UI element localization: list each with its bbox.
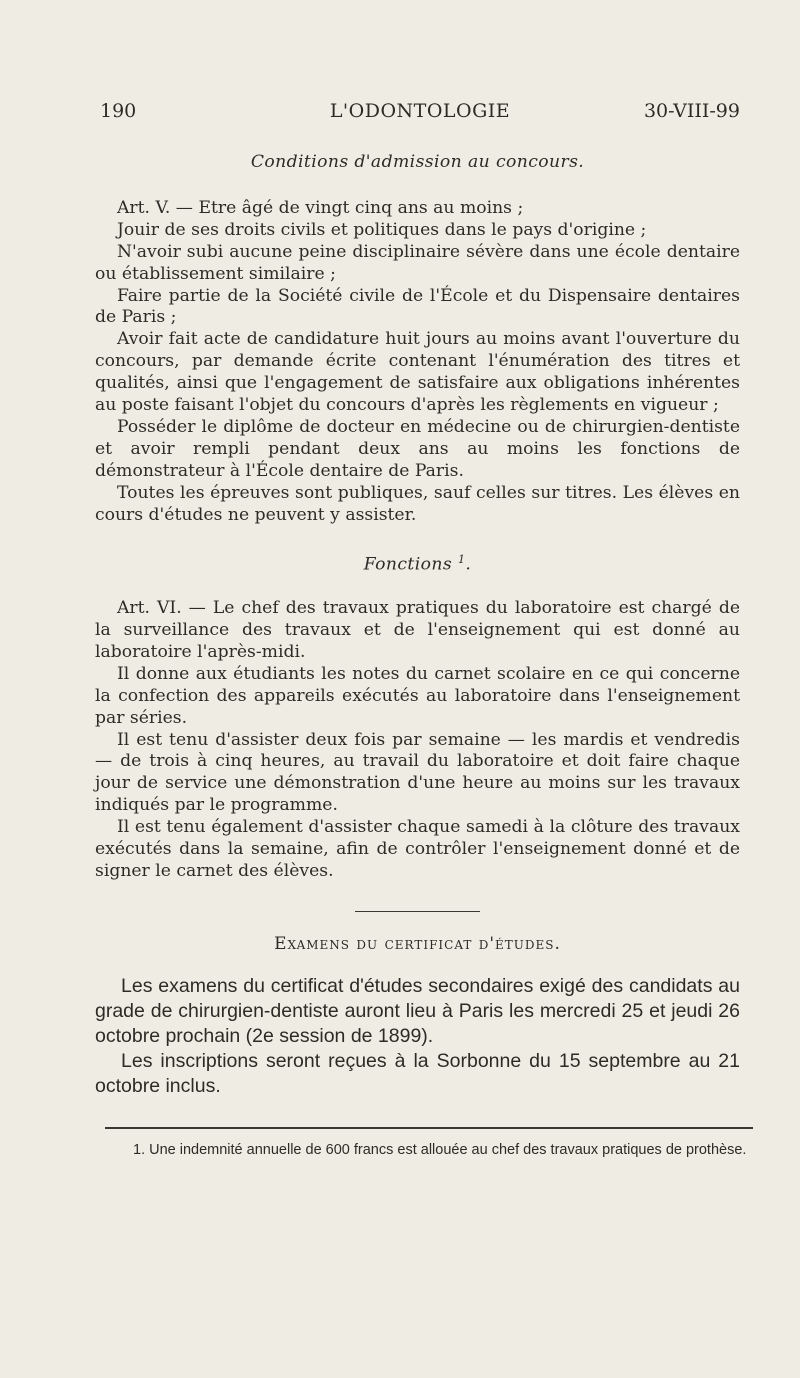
footnote-reference: 1 [457, 552, 466, 566]
section-divider [355, 911, 480, 913]
heading-text: Fonctions [363, 554, 453, 575]
paragraph: Posséder le diplôme de docteur en médecine ou de chirurgien-dentiste et avoir rempli pendant deux ans au moins les fonctions de démonstrateur à l'École dentaire de Paris. [95, 416, 740, 481]
page-number: 190 [100, 100, 137, 122]
paragraph: Faire partie de la Société civile de l'École et du Dispensaire dentaires de Paris ; [95, 285, 740, 328]
paragraph: Toutes les épreuves sont publiques, sauf celles sur titres. Les élèves en cours d'études ne peuvent y assister. [95, 482, 740, 525]
section-heading-examens: Examens du certificat d'études. [274, 934, 561, 955]
paragraph: Il est tenu d'assister deux fois par semaine — les mardis et vendredis — de trois à cinq heures, au travail du laboratoire et doit faire chaque jour de service une démonstration d'une heure au moins sur les travaux indiqués par le programme. [95, 729, 740, 816]
paragraph: Il est tenu également d'assister chaque samedi à la clôture des travaux exécutés dans la semaine, afin de contrôler l'enseignement donné et de signer le carnet des élèves. [95, 817, 740, 882]
paragraph: Les examens du certificat d'études secondaires exigé des candidats au grade de chirurgien-dentiste auront lieu à Paris les mercredi 25 et jeudi 26 octobre prochain (2e session de 1899). [95, 975, 740, 1048]
footnote: 1. Une indemnité annuelle de 600 francs est allouée au chef des travaux pratiques de prothèse. [133, 1142, 747, 1158]
footnote-rule [105, 1127, 753, 1129]
section-heading-admission: Conditions d'admission au concours. [250, 152, 585, 172]
issue-date: 30-VIII-99 [643, 100, 740, 122]
paragraph: Art. V. — Etre âgé de vingt cinq ans au moins ; [117, 197, 524, 218]
paragraph: N'avoir subi aucune peine disciplinaire sévère dans une école dentaire ou établissement similaire ; [95, 241, 740, 284]
paragraph: Jouir de ses droits civils et politiques dans le pays d'origine ; [117, 219, 647, 240]
journal-title: L'ODONTOLOGIE [329, 100, 511, 122]
examens-notice [95, 974, 740, 1099]
paragraph: Les inscriptions seront reçues à la Sorbonne du 15 septembre au 21 octobre inclus. [95, 1050, 740, 1098]
section-heading-fonctions: Fonctions $^1$. [363, 552, 472, 575]
paragraph: Il donne aux étudiants les notes du carnet scolaire en ce qui concerne la confection des appareils exécutés au laboratoire dans l'enseignement par séries. [95, 663, 740, 728]
running-header [100, 100, 740, 128]
paragraph: Avoir fait acte de candidature huit jours au moins avant l'ouverture du concours, par demande écrite contenant l'énumération des titres et qualités, ainsi que l'engagement de satisfaire aux obligations inhérentes au poste faisant l'objet du concours d'après les règlements en vigueur ; [95, 329, 740, 416]
paragraph: Art. VI. — Le chef des travaux pratiques du laboratoire est chargé de la surveillance des travaux et de l'enseignement qui est donné au laboratoire l'après-midi. [95, 598, 740, 662]
article-body [95, 152, 740, 1099]
